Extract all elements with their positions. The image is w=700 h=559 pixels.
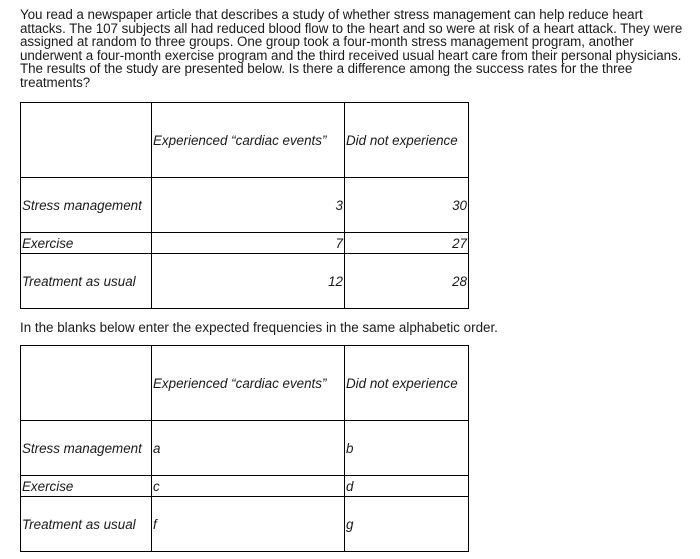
row-label: Stress management [21,421,152,476]
blank-b[interactable]: b [345,421,469,476]
row-label: Stress management [21,178,152,233]
cell-value: 30 [345,178,469,233]
table-row-exercise [21,233,469,254]
header-cell-no-events: Did not experience [345,103,469,178]
cell-value: 28 [345,254,469,309]
expected-frequencies-table [20,345,469,552]
cell-value: 12 [152,254,345,309]
blank-g[interactable]: g [345,497,469,552]
cell-value: 3 [152,178,345,233]
table-header-row [21,103,469,178]
header-cell-empty [21,103,152,178]
table-row-treatment-as-usual [21,254,469,309]
cell-value: 7 [152,233,345,254]
header-cell-no-events: Did not experience [345,346,469,421]
row-label: Treatment as usual [21,497,152,552]
table-row-stress-management [21,178,469,233]
header-cell-cardiac-events: Experienced “cardiac events” [152,103,345,178]
blank-c[interactable]: c [152,476,345,497]
cell-value: 27 [345,233,469,254]
table-row-treatment-as-usual [21,497,469,552]
row-label: Treatment as usual [21,254,152,309]
table-row-exercise [21,476,469,497]
table-row-stress-management [21,421,469,476]
blank-d[interactable]: d [345,476,469,497]
row-label: Exercise [21,476,152,497]
question-text: You read a newspaper article that describes a study of whether stress management can help reduce heart attacks. The 107 subjects all had reduced blood flow to the heart and so were at risk of a heart attack. They were assigned at random to three groups. One group took a four-month stress management program, another underwent a four-month exercise program and the third received usual heart care from their personal physicians. The results of the study are presented below. Is there a difference among the success rates for the three treatments? [20,7,683,90]
header-cell-empty [21,346,152,421]
blank-a[interactable]: a [152,421,345,476]
header-cell-cardiac-events: Experienced “cardiac events” [152,346,345,421]
table-header-row [21,346,469,421]
row-label: Exercise [21,233,152,254]
instruction-text: In the blanks below enter the expected frequencies in the same alphabetic order. [20,320,498,335]
blank-f[interactable]: f [152,497,345,552]
observed-frequencies-table [20,102,469,309]
